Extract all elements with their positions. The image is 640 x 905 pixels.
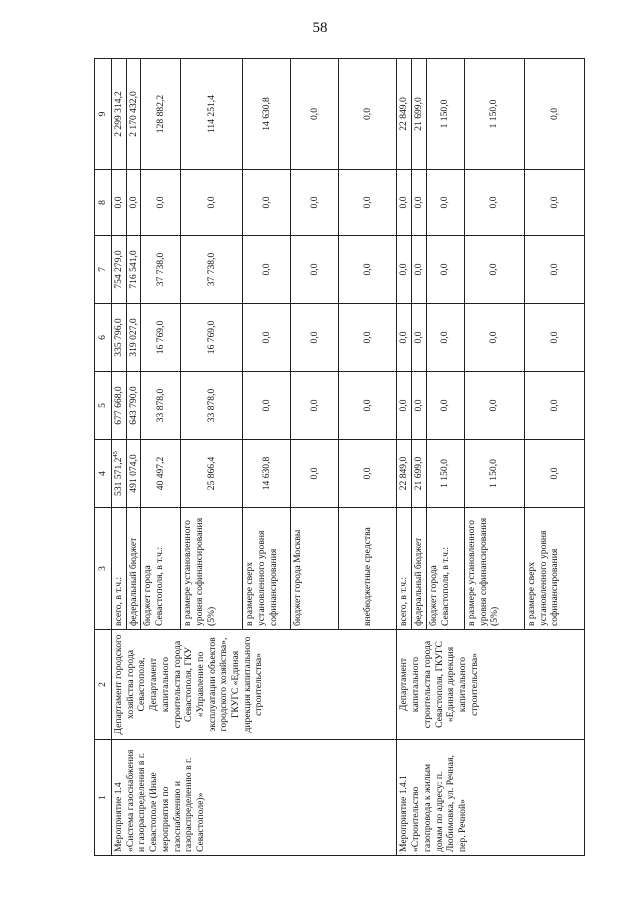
value-cell: 0,0 <box>339 372 397 440</box>
source-cell: в размере установленного уровня софинансирования (5%) <box>181 508 243 630</box>
value-cell: 0,0 <box>397 304 412 372</box>
value-cell: 37 738,0 <box>141 236 181 304</box>
value-cell: 0,0 <box>397 170 412 236</box>
value-cell: 0,0 <box>291 59 339 170</box>
value-cell: 0,0 <box>181 170 243 236</box>
funding-table <box>94 58 585 856</box>
value-cell: 14 630,8 <box>243 59 291 170</box>
value-cell: 0,0 <box>464 170 524 236</box>
value-cell: 0,0 <box>412 372 427 440</box>
value-cell: 0,0 <box>524 236 584 304</box>
value-cell: 40 497,2 <box>141 440 181 508</box>
value-cell: 2 170 432,0 <box>126 59 141 170</box>
value-cell: 0,0 <box>412 170 427 236</box>
value-cell: 0,0 <box>524 170 584 236</box>
value-cell: 0,0 <box>291 440 339 508</box>
header-row <box>95 59 112 856</box>
value-cell: 33 878,0 <box>181 372 243 440</box>
source-cell: бюджет города Севастополя, в т.ч.: <box>141 508 181 630</box>
source-cell: бюджет города Москвы <box>291 508 339 630</box>
value-cell: 0,0 <box>339 170 397 236</box>
header-col-9: 9 <box>95 59 112 170</box>
rotated-table-area <box>94 59 585 856</box>
table-row <box>397 59 412 856</box>
page-number: 58 <box>312 20 328 36</box>
value-cell: 114 251,4 <box>181 59 243 170</box>
source-cell: федеральный бюджет <box>412 508 427 630</box>
source-cell: в размере сверх установленного уровня софинансирования <box>243 508 291 630</box>
value-cell: 1 150,0 <box>464 440 524 508</box>
value-cell: 0,0 <box>112 170 127 236</box>
header-col-5: 5 <box>95 372 112 440</box>
value-cell: 0,0 <box>339 440 397 508</box>
value-cell: 0,0 <box>426 304 464 372</box>
value-cell: 0,0 <box>291 304 339 372</box>
value-cell: 128 882,2 <box>141 59 181 170</box>
value-cell: 0,0 <box>524 440 584 508</box>
value-cell: 0,0 <box>426 170 464 236</box>
header-col-1: 1 <box>95 740 112 856</box>
value-cell: 0,0 <box>291 236 339 304</box>
value-cell: 37 738,0 <box>181 236 243 304</box>
value-cell: 22 849,0 <box>397 59 412 170</box>
value-cell: 0,0 <box>339 236 397 304</box>
value-cell: 0,0 <box>339 304 397 372</box>
source-cell: бюджет города Севастополя, в т.ч.: <box>426 508 464 630</box>
value-cell: 0,0 <box>426 236 464 304</box>
executor-cell: Департамент капитального строительства города Севастополя, ГКУГС «Единая дирекция капитального строительства» <box>397 630 585 740</box>
value-cell: 1 150,0 <box>464 59 524 170</box>
value-cell: 319 027,0 <box>126 304 141 372</box>
value-cell: 0,0 <box>412 304 427 372</box>
value-cell: 1 150,0 <box>426 59 464 170</box>
value-cell: 0,0 <box>291 170 339 236</box>
value-cell: 0,0 <box>291 372 339 440</box>
value-cell: 0,0 <box>397 372 412 440</box>
value-cell: 33 878,0 <box>141 372 181 440</box>
value-cell: 0,0 <box>243 304 291 372</box>
value-cell: 0,0 <box>412 236 427 304</box>
source-cell: в размере сверх установленного уровня софинансирования <box>524 508 584 630</box>
header-col-6: 6 <box>95 304 112 372</box>
executor-cell: Департамент городского хозяйства города Севастополя, Департамент капитального строительства города Севастополя, ГКУ «Управление по эксплуатации объектов городского хозяйства», ГКУГС «Единая дирекция капитального строительства» <box>112 630 397 740</box>
value-cell: 491 074,0 <box>126 440 141 508</box>
value-cell: 16 769,0 <box>181 304 243 372</box>
value-cell: 0,0 <box>524 372 584 440</box>
source-cell: всего, в т.ч.: <box>112 508 127 630</box>
rotated-table-frame <box>94 59 585 856</box>
value-cell: 0,0 <box>141 170 181 236</box>
source-cell: внебюджетные средства <box>339 508 397 630</box>
value-cell: 22 849,0 <box>397 440 412 508</box>
value-cell: 16 769,0 <box>141 304 181 372</box>
header-col-8: 8 <box>95 170 112 236</box>
source-cell: всего, в т.ч.: <box>397 508 412 630</box>
measure-cell: Мероприятие 1.4 «Система газоснабжения и газораспределения в г. Севастополе (Иные мероприятия по газоснабжению и газораспределению в г. Севастополе)» <box>112 740 397 856</box>
header-col-4: 4 <box>95 440 112 508</box>
header-col-7: 7 <box>95 236 112 304</box>
value-cell: 0,0 <box>126 170 141 236</box>
value-cell: 0,0 <box>464 304 524 372</box>
value-cell: 14 630,8 <box>243 440 291 508</box>
header-col-2: 2 <box>95 630 112 740</box>
footnote-mark: 45 <box>111 451 119 458</box>
value-cell: 21 699,0 <box>412 440 427 508</box>
value-cell: 21 699,0 <box>412 59 427 170</box>
value-cell: 0,0 <box>524 304 584 372</box>
value-cell: 1 150,0 <box>426 440 464 508</box>
value-cell: 25 866,4 <box>181 440 243 508</box>
value-cell: 335 796,0 <box>112 304 127 372</box>
value-cell: 0,0 <box>243 170 291 236</box>
value-cell: 677 668,0 <box>112 372 127 440</box>
value-cell: 0,0 <box>524 59 584 170</box>
value-cell: 0,0 <box>339 59 397 170</box>
value-cell <box>112 440 127 508</box>
value-cell: 2 299 314,2 <box>112 59 127 170</box>
value-cell: 0,0 <box>426 372 464 440</box>
value-cell: 0,0 <box>464 236 524 304</box>
value-text: 531 571,2 <box>113 457 124 496</box>
measure-cell: Мероприятие 1.4.1 «Строительство газопровода к жилым домам по адресу: п. Любимовка, ул. Речная, пер. Речной» <box>397 740 585 856</box>
value-cell: 0,0 <box>243 372 291 440</box>
value-cell: 754 279,0 <box>112 236 127 304</box>
table-row <box>112 59 127 856</box>
value-cell: 0,0 <box>243 236 291 304</box>
value-cell: 716 541,0 <box>126 236 141 304</box>
value-cell: 643 790,0 <box>126 372 141 440</box>
source-cell: федеральный бюджет <box>126 508 141 630</box>
value-cell: 0,0 <box>397 236 412 304</box>
source-cell: в размере установленного уровня софинансирования (5%) <box>464 508 524 630</box>
header-col-3: 3 <box>95 508 112 630</box>
value-cell: 0,0 <box>464 372 524 440</box>
